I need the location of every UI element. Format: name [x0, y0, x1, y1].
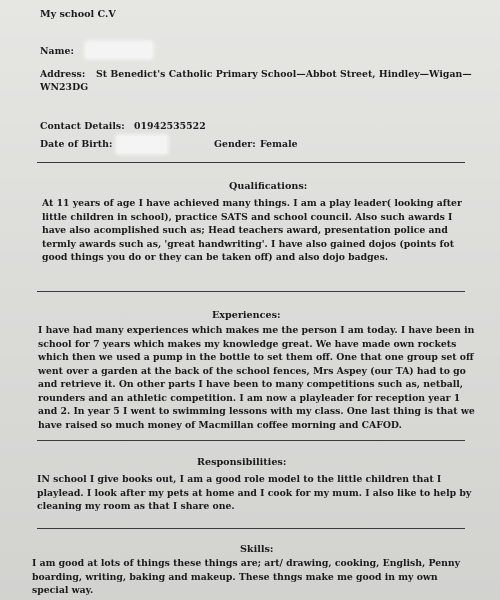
experiences-line: rounders and an athletic competition. I am now a playleader for reception year 1 [38, 392, 461, 404]
skills-line: boarding, writing, baking and makeup. These thngs make me good in my own [32, 571, 438, 583]
divider-3 [37, 440, 465, 441]
experiences-line: which then we used a pump in the bottle to set them off. One that one group set off [38, 352, 474, 363]
gender-label: Gender: [214, 139, 256, 150]
address-label: Address: [40, 69, 86, 80]
dob-redaction [117, 136, 167, 153]
skills-heading: Skills: [240, 544, 274, 555]
experiences-heading: Experiences: [212, 310, 281, 321]
experiences-line: have raised so much money of Macmillan coffee morning and CAFOD. [38, 419, 402, 431]
qualifications-line: have also acomplished such as; Head teachers award, presentation police and [42, 225, 448, 236]
name-label: Name: [40, 46, 74, 57]
experiences-line: went over a garden at the back of the school fences, Mrs Aspey (our TA) had to go [38, 365, 466, 377]
qualifications-heading: Qualifications: [229, 181, 308, 192]
document-title: My school C.V [40, 9, 116, 20]
divider-1 [37, 162, 465, 163]
qualifications-line: little children in school), practice SATS and school council. Also such awards I [42, 211, 453, 223]
qualifications-line: At 11 years of age I have achieved many things. I am a play leader( looking after [42, 198, 462, 209]
divider-2 [37, 291, 465, 292]
responsibilities-line: cleaning my room as that I share one. [37, 501, 235, 512]
responsibilities-line: IN school I give books out, I am a good role model to the little children that I [37, 474, 442, 485]
qualifications-text [42, 197, 462, 265]
skills-line: I am good at lots of things these things are; art/ drawing, cooking, English, Penny [32, 558, 461, 569]
experiences-line: I have had many experiences which makes me the person I am today. I have been in [38, 325, 475, 336]
gender-value: Female [260, 139, 298, 150]
address-line-2: WN23DG [40, 82, 89, 93]
skills-text [32, 557, 460, 598]
qualifications-line: good things you do or they can be taken off) and also dojo badges. [42, 252, 389, 263]
address-line-1: St Benedict's Catholic Primary School—Abbot Street, Hindley—Wigan— [96, 69, 472, 80]
contact-label: Contact Details: [40, 121, 125, 132]
experiences-line: and 2. In year 5 I went to swimming lessons with my class. One last thing is that we [38, 406, 475, 417]
qualifications-line: termly awards such as, 'great handwriting'. I have also gained dojos (points fot [42, 238, 455, 250]
divider-4 [37, 528, 465, 529]
responsibilities-text [37, 473, 471, 514]
skills-line: special way. [32, 585, 94, 596]
name-redaction [86, 42, 152, 58]
experiences-line: school for 7 years which makes my knowledge great. We have made own rockets [38, 338, 457, 350]
responsibilities-line: playlead. I look after my pets at home and I cook for my mum. I also like to help by [37, 487, 472, 499]
experiences-line: and retrieve it. On other parts I have been to many competitions such as, netball, [38, 379, 464, 390]
responsibilities-heading: Responsibilities: [197, 457, 287, 468]
contact-value: 01942535522 [134, 121, 206, 132]
dob-label: Date of Birth: [40, 139, 113, 150]
experiences-text [38, 324, 475, 432]
